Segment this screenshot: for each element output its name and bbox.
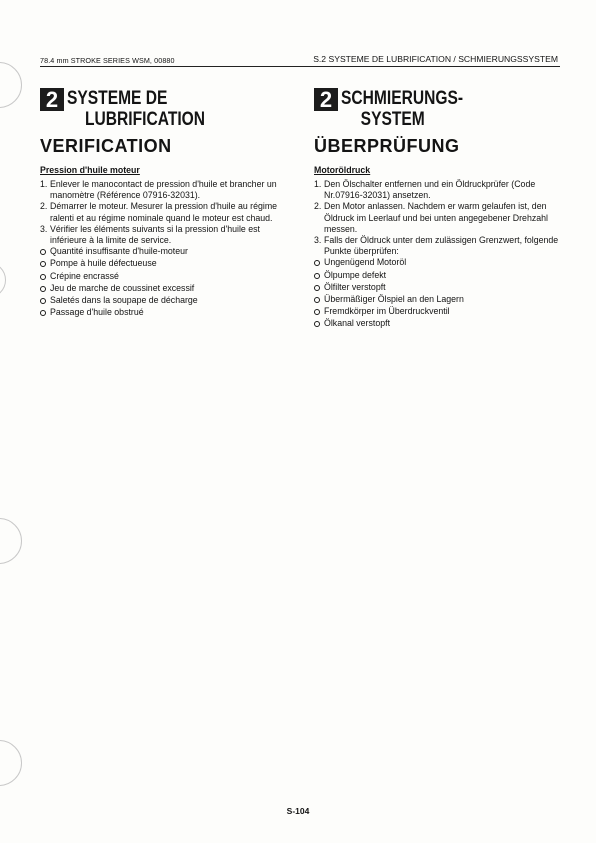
chapter-title [341, 88, 463, 130]
list-item: 3. Vérifier les éléments suivants si la pression d'huile est inférieure à la limite de service. [40, 223, 260, 246]
bullet-item: Saletés dans la soupape de décharge [40, 295, 295, 307]
section-title: ÜBERPRÜFUNG [314, 136, 460, 156]
bullet-item: Ölkanal verstopft [314, 318, 564, 330]
chapter-heading [40, 88, 295, 130]
bullet-item: Übermäßiger Ölspiel an den Lagern [314, 294, 564, 306]
bullet-icon [40, 258, 50, 270]
bullet-item: Passage d'huile obstrué [40, 307, 295, 319]
chapter-title-line1: SYSTEME DE [67, 88, 168, 109]
chapter-number-badge: 2 [314, 88, 338, 111]
list-item: 1. Den Ölschalter entfernen und ein Öldruckprüfer (Code Nr.07916-32031) ansetzen. [314, 179, 536, 201]
bullet-item: Jeu de marche de coussinet excessif [40, 283, 295, 295]
bullet-item: Ölpumpe defekt [314, 270, 564, 282]
bullet-icon [40, 271, 50, 283]
chapter-title-line2: LUBRIFICATION [85, 109, 206, 130]
binder-hole-mark [0, 740, 22, 786]
german-column [314, 88, 564, 331]
bullet-icon [40, 283, 50, 295]
chapter-title-line1: SCHMIERUNGS- [341, 88, 464, 109]
bullet-icon [40, 307, 50, 319]
bullet-item: Fremdkörper im Überdruckventil [314, 306, 564, 318]
section-title: VERIFICATION [40, 136, 172, 156]
bullet-item: Pompe à huile défectueuse [40, 258, 295, 270]
list-item: 2. Den Motor anlassen. Nachdem er warm gelaufen ist, den Öldruck im Leerlauf und bei unten angegebener Drehzahl messen. [314, 201, 548, 234]
list-item: 1. Enlever le manocontact de pression d'huile et brancher un manomètre (Référence 07916-32031). [40, 179, 277, 201]
bullet-icon [314, 306, 324, 318]
bullet-icon [314, 318, 324, 330]
chapter-title-line2: SYSTEM [360, 109, 425, 130]
subheading: Motoröldruck [314, 165, 371, 175]
chapter-title [67, 88, 205, 130]
section-header: S.2 SYSTEME DE LUBRIFICATION / SCHMIERUNGSSYSTEM [313, 54, 558, 64]
bullet-icon [40, 246, 50, 258]
bullet-icon [314, 270, 324, 282]
bullet-item: Ölfilter verstopft [314, 282, 564, 294]
procedure-list [40, 179, 295, 319]
header-rule [40, 66, 560, 67]
bullet-icon [314, 257, 324, 269]
chapter-number-badge: 2 [40, 88, 64, 111]
binder-hole-mark [0, 262, 6, 298]
bullet-icon [314, 282, 324, 294]
bullet-item: Crépine encrassé [40, 271, 295, 283]
list-item: 3. Falls der Öldruck unter dem zulässigen Grenzwert, folgende Punkte überprüfen: [314, 235, 559, 257]
manual-id: 78.4 mm STROKE SERIES WSM, 00880 [40, 56, 175, 65]
list-item: 2. Démarrer le moteur. Mesurer la pression d'huile au régime ralenti et au régime nominale quand le moteur est chaud. [40, 201, 278, 223]
page-number: S-104 [286, 806, 310, 816]
bullet-icon [314, 294, 324, 306]
bullet-item: Quantité insuffisante d'huile-moteur [40, 246, 295, 258]
binder-hole-mark [0, 62, 22, 108]
bullet-item: Ungenügend Motoröl [314, 257, 564, 269]
bullet-icon [40, 295, 50, 307]
binder-hole-mark [0, 518, 22, 564]
subheading: Pression d'huile moteur [40, 165, 140, 175]
chapter-heading [314, 88, 564, 130]
procedure-list [314, 179, 564, 331]
french-column [40, 88, 295, 319]
